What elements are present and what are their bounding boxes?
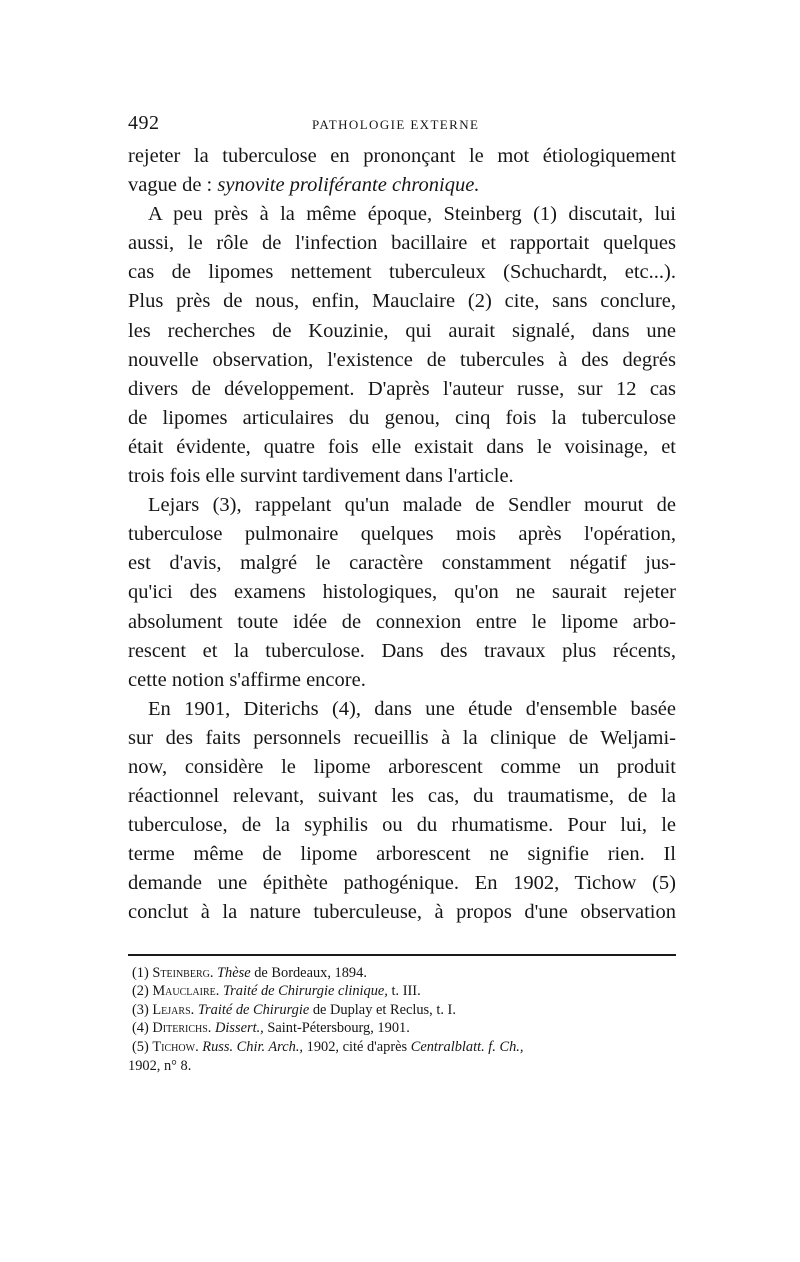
book-page	[128, 112, 676, 1075]
footnote-rest: t. III.	[387, 983, 421, 1000]
footnote	[128, 1001, 676, 1020]
text-line: trois fois elle survint tardivement dans l'article.	[128, 465, 514, 488]
text-line: est d'avis, malgré le caractère constamment négatif jus-	[128, 552, 676, 575]
footnote	[128, 1019, 676, 1038]
page-number: 492	[128, 112, 160, 134]
text-line: cas de lipomes nettement tuberculeux (Schuchardt, etc...).	[128, 261, 676, 284]
footnote-rest: de Bordeaux, 1894.	[250, 964, 367, 981]
text-line: Plus près de nous, enfin, Mauclaire (2) cite, sans conclure,	[128, 290, 676, 313]
footnote-title: Dissert.,	[215, 1020, 264, 1037]
footnote-title: Thèse	[217, 964, 251, 981]
footnote-title: Russ. Chir. Arch.,	[202, 1038, 304, 1055]
running-title: PATHOLOGIE EXTERNE	[312, 117, 480, 132]
footnote-title: Traité de Chirurgie	[197, 1001, 310, 1018]
footnote-marker: (3)	[132, 1001, 153, 1018]
footnote	[128, 1038, 676, 1057]
footnote-author: Tichow.	[152, 1038, 199, 1055]
footnote-author: Diterichs.	[152, 1020, 212, 1037]
text-line: demande une épithète pathogénique. En 1902, Tichow (5)	[128, 872, 676, 895]
text-line: les recherches de Kouzinie, qui aurait signalé, dans une	[128, 319, 676, 342]
footnotes	[128, 964, 676, 1076]
footnote-title-2: Centralblatt. f. Ch.,	[410, 1038, 524, 1055]
text-line: A peu près à la même époque, Steinberg (1) discutait, lui	[148, 203, 676, 226]
text-line	[128, 171, 676, 200]
text-line: rejeter la tuberculose en prononçant le mot étiologiquement	[128, 145, 676, 167]
text-line: aussi, le rôle de l'infection bacillaire et rapportait quelques	[128, 232, 676, 255]
footnote-marker: (5)	[132, 1038, 153, 1055]
body-text	[128, 142, 676, 928]
text-line: rescent et la tuberculose. Dans des travaux plus récents,	[128, 639, 676, 662]
text-line-start: vague de :	[128, 174, 218, 197]
text-line: now, considère le lipome arborescent comme un produit	[128, 755, 676, 778]
text-line: tuberculose pulmonaire quelques mois après l'opération,	[128, 523, 676, 546]
footnote-author: Steinberg.	[152, 964, 214, 981]
text-line: terme même de lipome arborescent ne signifie rien. Il	[128, 843, 676, 866]
footnote-continuation: 1902, n° 8.	[128, 1057, 192, 1074]
footnote-rest: Saint-Pétersbourg, 1901.	[263, 1020, 410, 1037]
text-line: conclut à la nature tuberculeuse, à propos d'une observation	[128, 901, 676, 924]
text-line: réactionnel relevant, suivant les cas, du traumatisme, de la	[128, 785, 676, 808]
footnote-rest: 1902, cité d'après	[303, 1038, 411, 1055]
italic-phrase: synovite proliférante chronique.	[217, 174, 480, 197]
footnote	[128, 982, 676, 1001]
footnote-author: Lejars.	[152, 1001, 195, 1018]
text-line: de lipomes articulaires du genou, cinq fois la tuberculose	[128, 406, 676, 429]
footnote-title: Traité de Chirurgie clinique,	[222, 983, 388, 1000]
footnote-marker: (1)	[132, 964, 153, 981]
text-line: Lejars (3), rappelant qu'un malade de Sendler mourut de	[148, 494, 676, 517]
text-line: sur des faits personnels recueillis à la clinique de Weljami-	[128, 726, 676, 749]
footnote-author: Mauclaire.	[152, 983, 220, 1000]
text-line: cette notion s'affirme encore.	[128, 668, 366, 691]
text-line: nouvelle observation, l'existence de tubercules à des degrés	[128, 348, 676, 371]
running-head	[128, 112, 676, 142]
text-line: divers de développement. D'après l'auteur russe, sur 12 cas	[128, 377, 676, 400]
footnote-rule	[128, 954, 676, 956]
footnote-marker: (4)	[132, 1020, 153, 1037]
text-line: absolument toute idée de connexion entre le lipome arbo-	[128, 610, 676, 633]
text-line: En 1901, Diterichs (4), dans une étude d'ensemble basée	[148, 697, 676, 720]
text-line: tuberculose, de la syphilis ou du rhumatisme. Pour lui, le	[128, 814, 676, 837]
text-line: qu'ici des examens histologiques, qu'on ne saurait rejeter	[128, 581, 676, 604]
footnote	[128, 964, 676, 983]
footnote-marker: (2)	[132, 983, 153, 1000]
text-line: était évidente, quatre fois elle existait dans le voisinage, et	[128, 435, 676, 458]
footnote-rest: de Duplay et Reclus, t. I.	[309, 1001, 456, 1018]
